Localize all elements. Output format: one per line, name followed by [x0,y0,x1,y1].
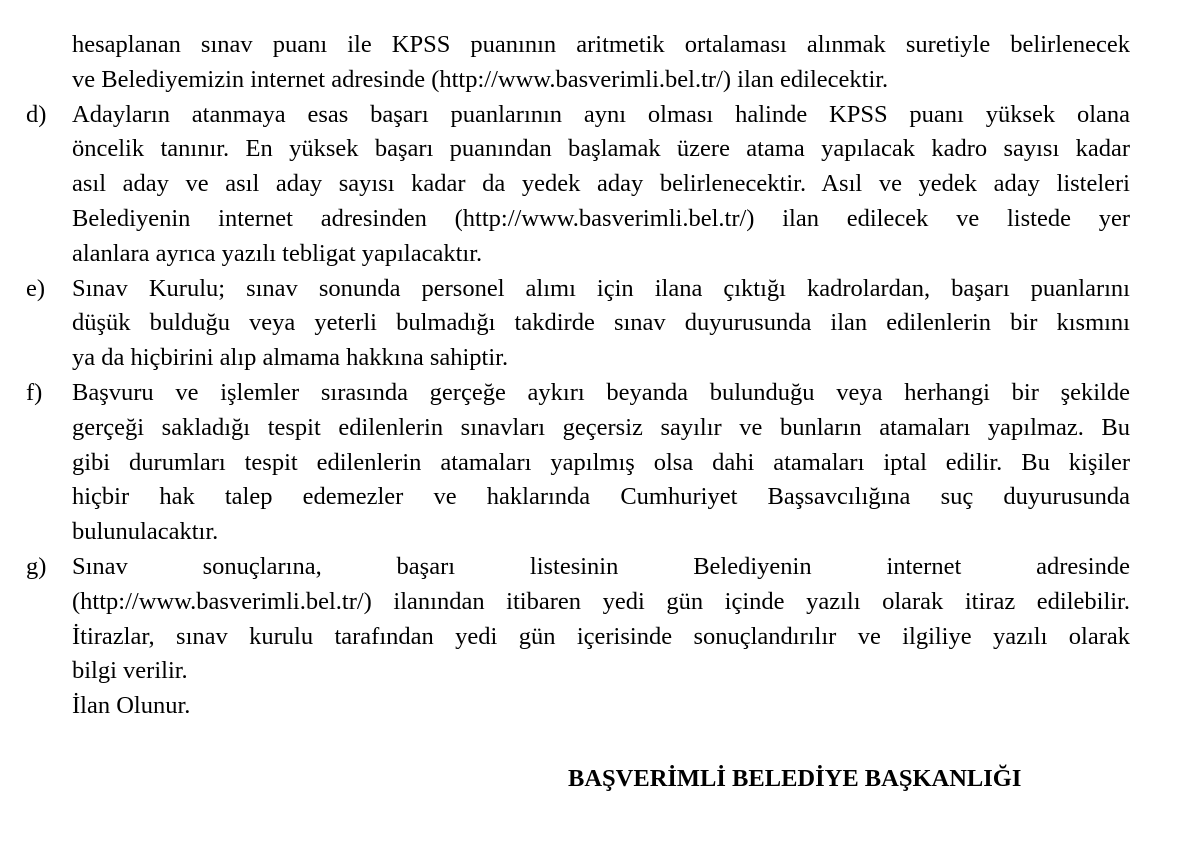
item-f-line-5: bulunulacaktır. [72,518,219,546]
item-d-label: d) [26,100,47,128]
item-g-line-3: İtirazlar, sınav kurulu tarafından yedi gün içerisinde sonuçlandırılır ve ilgiliye yazılı olarak [72,622,1130,650]
intro-paragraph [72,28,1130,98]
item-g-line-4: bilgi verilir. [72,657,188,685]
intro-line-2: ve Belediyemizin internet adresinde (http://www.basverimli.bel.tr/) ilan edilecektir. [72,65,889,93]
item-e-line-2: düşük bulduğu veya yeterli bulmadığı takdirde sınav duyurusunda ilan edilenlerin bir kısmını [72,309,1130,337]
item-d-line-3: asıl aday ve asıl aday sayısı kadar da yedek aday belirlenecektir. Asıl ve yedek aday listeleri [72,170,1130,198]
item-d-paragraph [72,98,1130,272]
item-g-paragraph [72,550,1130,689]
item-e-label: e) [26,274,46,302]
closing-text: İlan Olunur. [72,692,191,719]
intro-line-1: hesaplanan sınav puanı ile KPSS puanının aritmetik ortalaması alınmak suretiyle belirlenecek [72,31,1130,58]
item-f-line-4: hiçbir hak talep edemezler ve haklarında Cumhuriyet Başsavcılığına suç duyurusunda [72,483,1130,511]
item-f-line-2: gerçeği sakladığı tespit edilenlerin sınavları geçersiz sayılır ve bunların atamaları yapılmaz. Bu [72,413,1130,441]
item-f-label: f) [26,379,43,406]
signature-title: BAŞVERİMLİ BELEDİYE BAŞKANLIĞI [568,765,1022,792]
item-d-line-4: Belediyenin internet adresinden (http://www.basverimli.bel.tr/) ilan edilecek ve listede yer [72,204,1130,232]
item-d-line-1: Adayların atanmaya esas başarı puanlarının aynı olması halinde KPSS puanı yüksek olana [72,100,1130,128]
item-e-paragraph [72,272,1130,376]
item-d-line-2: öncelik tanınır. En yüksek başarı puanından başlamak üzere atama yapılacak kadro sayısı kadar [72,135,1130,163]
item-g-line-1: Sınav sonuçlarına, başarı listesinin Belediyenin internet adresinde [72,553,1130,580]
item-f-line-1: Başvuru ve işlemler sırasında gerçeğe aykırı beyanda bulunduğu veya herhangi bir şekilde [72,379,1130,406]
item-d-line-5: alanlara ayrıca yazılı tebligat yapılacaktır. [72,239,483,267]
item-g-label: g) [26,553,47,580]
item-e-line-3: ya da hiçbirini alıp almama hakkına sahiptir. [72,344,509,372]
item-f-line-3: gibi durumları tespit edilenlerin atamaları yapılmış olsa dahi atamaları iptal edilir. Bu kişiler [72,448,1130,476]
item-e-line-1: Sınav Kurulu; sınav sonunda personel alımı için ilana çıktığı kadrolardan, başarı puanlarını [72,274,1130,302]
item-f-paragraph [72,376,1130,550]
item-g-line-2: (http://www.basverimli.bel.tr/) ilanından itibaren yedi gün içinde yazılı olarak itiraz edilebilir. [72,587,1130,615]
